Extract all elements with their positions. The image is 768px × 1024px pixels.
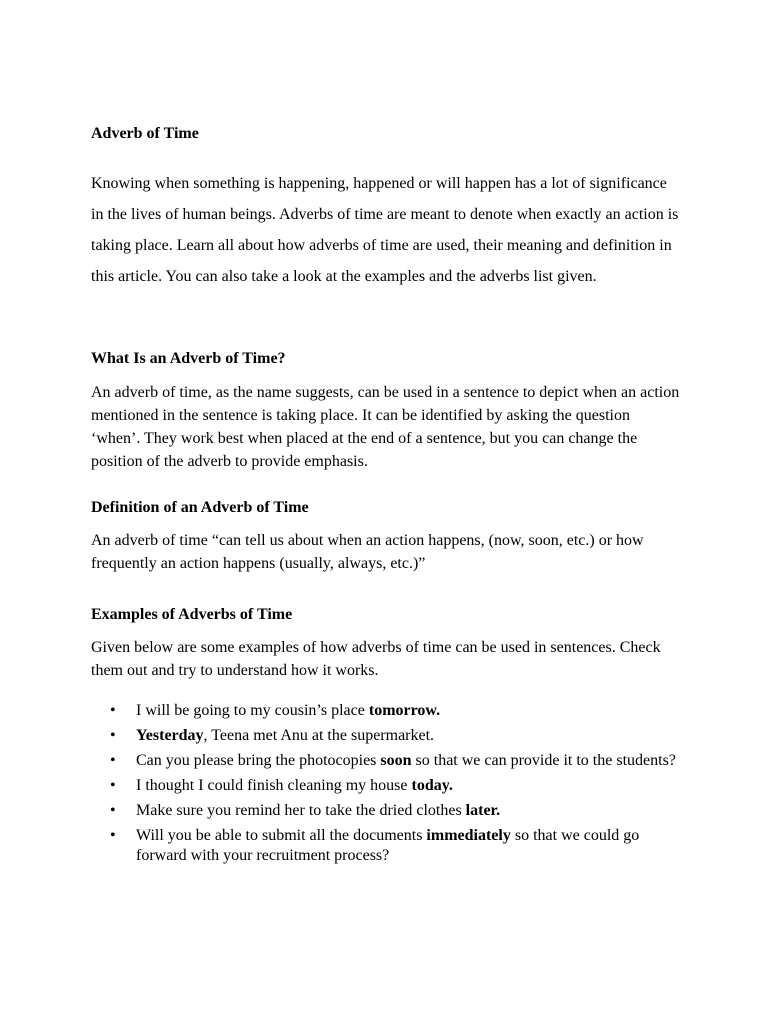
bullet-icon: • — [110, 827, 116, 844]
example-text: , Teena met Anu at the supermarket. — [203, 727, 435, 744]
list-item — [91, 776, 681, 796]
section-body-what-is: An adverb of time, as the name suggests, can be used in a sentence to depict when an action mentioned in the sentence is taking place. It can be identified by asking the question ‘when’. They work best when placed at the end of a sentence, but you can change the position of the adverb to provide emphasis. — [91, 384, 680, 470]
section-body-definition: An adverb of time “can tell us about when an action happens, (now, soon, etc.) or how frequently an action happens (usually, always, etc.)” — [91, 532, 644, 572]
section-heading-examples: Examples of Adverbs of Time — [91, 606, 293, 623]
example-adverb: Yesterday — [136, 727, 204, 744]
bullet-icon: • — [110, 802, 116, 819]
example-adverb: soon — [380, 752, 412, 769]
example-adverb: immediately — [426, 827, 511, 844]
example-text: so that we can provide it to the students? — [411, 752, 676, 769]
examples-list — [91, 701, 681, 871]
example-text: Make sure you remind her to take the dried clothes — [136, 802, 466, 819]
bullet-icon: • — [110, 777, 116, 794]
list-item — [91, 701, 681, 721]
example-adverb: later. — [465, 802, 501, 819]
list-item — [91, 751, 681, 771]
section-body-examples: Given below are some examples of how adverbs of time can be used in sentences. Check them out and try to understand how it works. — [91, 639, 661, 679]
section-heading-definition: Definition of an Adverb of Time — [91, 499, 309, 516]
example-text: so that we could go forward with your recruitment process? — [136, 827, 640, 864]
intro-paragraph: Knowing when something is happening, happened or will happen has a lot of significance in the lives of human beings. Adverbs of time are meant to denote when exactly an action is taking place. Learn all about how adverbs of time are used, their meaning and definition in this article. You can also take a look at the examples and the adverbs list given. — [91, 175, 679, 285]
section-heading-what-is: What Is an Adverb of Time? — [91, 350, 286, 367]
bullet-icon: • — [110, 702, 116, 719]
example-adverb: today. — [411, 777, 453, 794]
example-text: I thought I could finish cleaning my house — [136, 777, 412, 794]
list-item — [91, 801, 681, 821]
example-text: I will be going to my cousin’s place — [136, 702, 369, 719]
example-text: Can you please bring the photocopies — [136, 752, 381, 769]
bullet-icon: • — [110, 727, 116, 744]
bullet-icon: • — [110, 752, 116, 769]
example-text: Will you be able to submit all the documents — [136, 827, 427, 844]
list-item — [91, 826, 681, 866]
page-title: Adverb of Time — [91, 125, 199, 142]
list-item — [91, 726, 681, 746]
example-adverb: tomorrow. — [368, 702, 441, 719]
